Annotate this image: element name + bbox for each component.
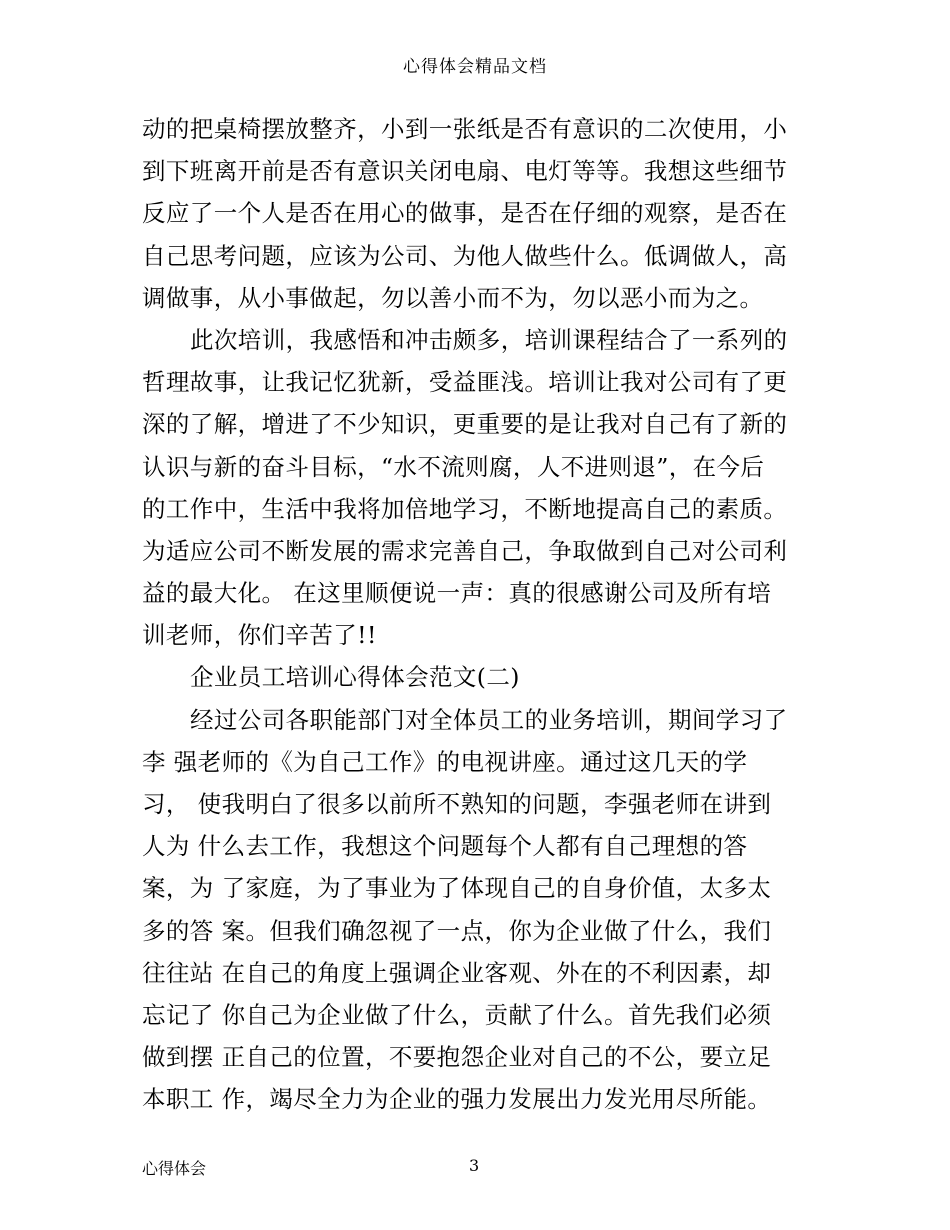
text-line: 人为 什么去工作，我想这个问题每个人都有自己理想的答 xyxy=(142,832,748,861)
text-line: 调做事，从小事做起，勿以善小而不为，勿以恶小而为之。 xyxy=(142,283,764,312)
text-line: 本职工 作，竭尽全力为企业的强力发展出力发光用尽所能。 xyxy=(142,1085,772,1114)
text-line: 习， 使我明白了很多以前所不熟知的问题，李强老师在讲到 xyxy=(142,790,772,818)
text-line: 往往站 在自己的角度上强调企业客观、外在的不利因素，却 xyxy=(142,958,772,987)
page-header-title: 心得体会精品文档 xyxy=(403,57,547,77)
footer-label: 心得体会 xyxy=(142,1159,207,1178)
text-line: 动的把桌椅摆放整齐，小到一张纸是否有意识的二次使用，小 xyxy=(142,115,788,143)
text-line: 为适应公司不断发展的需求完善自己，争取做到自己对公司利 xyxy=(142,536,788,565)
text-line: 反应了一个人是否在用心的做事，是否在仔细的观察，是否在 xyxy=(142,199,788,228)
document-body xyxy=(142,108,822,1121)
text-line: 深的了解，增进了不少知识，更重要的是让我对自己有了新的 xyxy=(142,410,788,439)
text-line: 训老师，你们辛苦了!! xyxy=(142,621,377,650)
text-line: 益的最大化。 在这里顺便说一声：真的很感谢公司及所有培 xyxy=(142,579,772,608)
text-line: 的工作中，生活中我将加倍地学习，不断地提高自己的素质。 xyxy=(142,494,788,523)
text-line: 李 强老师的《为自己工作》的电视讲座。通过这几天的学 xyxy=(142,747,748,776)
text-line: 忘记了 你自己为企业做了什么，贡献了什么。首先我们必须 xyxy=(142,1000,772,1029)
text-line: 案，为 了家庭，为了事业为了体现自己的自身价值，太多太 xyxy=(142,874,772,903)
text-line: 做到摆 正自己的位置，不要抱怨企业对自己的不公，要立足 xyxy=(142,1043,772,1072)
text-line: 此次培训，我感悟和冲击颇多，培训课程结合了一系列的 xyxy=(190,325,788,354)
page-number: 3 xyxy=(469,1156,480,1175)
text-line: 自己思考问题，应该为公司、为他人做些什么。低调做人，高 xyxy=(142,241,788,270)
text-line: 认识与新的奋斗目标，“水不流则腐，人不进则退”，在今后 xyxy=(142,452,765,481)
text-line: 哲理故事，让我记忆犹新，受益匪浅。培训让我对公司有了更 xyxy=(142,368,788,397)
text-line: 经过公司各职能部门对全体员工的业务培训，期间学习了 xyxy=(190,705,788,734)
text-line: 企业员工培训心得体会范文(二) xyxy=(190,663,520,692)
text-line: 到下班离开前是否有意识关闭电扇、电灯等等。我想这些细节 xyxy=(142,157,788,186)
text-line: 多的答 案。但我们确忽视了一点，你为企业做了什么，我们 xyxy=(142,916,772,945)
